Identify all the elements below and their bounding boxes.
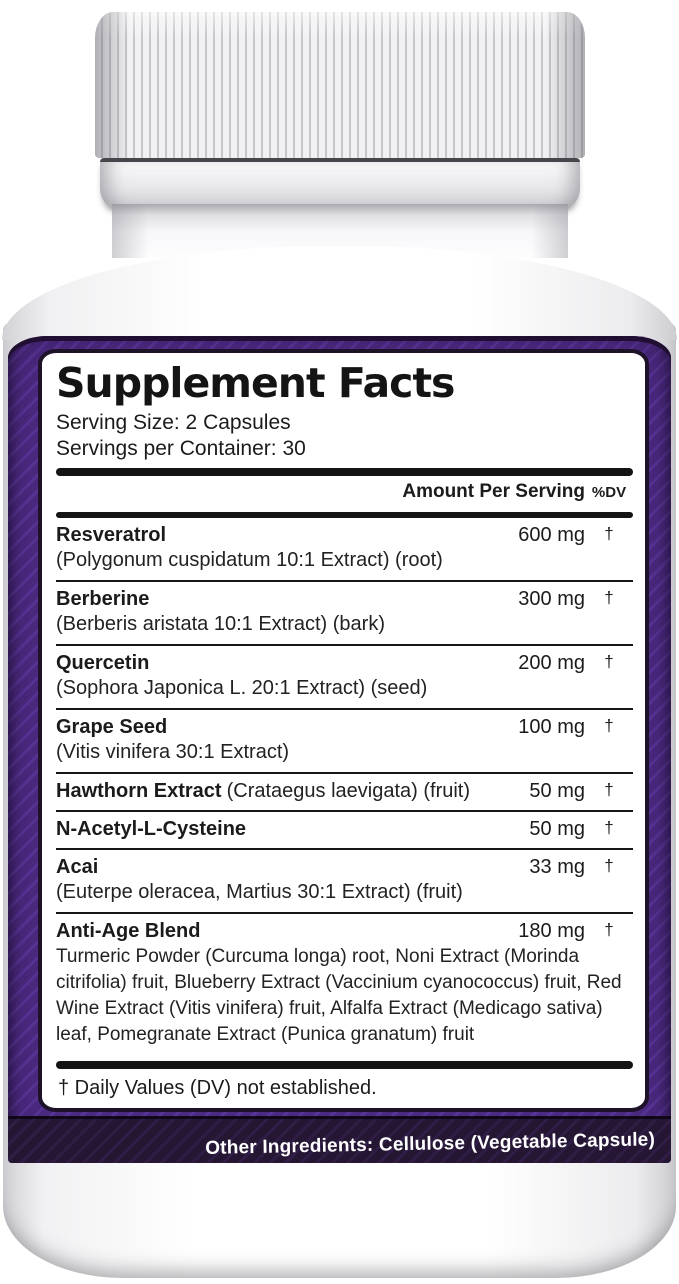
ingredient-detail: (Vitis vinifera 30:1 Extract): [56, 741, 290, 764]
dv-mark: †: [604, 780, 614, 800]
dv-mark: †: [604, 652, 614, 672]
ingredient-detail: (Polygonum cuspidatum 10:1 Extract) (root): [56, 549, 443, 572]
ingredient-amount: 100 mg: [518, 716, 585, 739]
ingredient-row-nac: [56, 810, 633, 848]
ingredient-amount: 50 mg: [529, 818, 585, 841]
servings-per-container: Servings per Container: 30: [56, 437, 306, 461]
ingredient-detail: (Berberis aristata 10:1 Extract) (bark): [56, 613, 385, 636]
ingredient-row-acai: [56, 848, 633, 912]
ingredient-row-hawthorn: [56, 772, 633, 810]
dv-mark: †: [604, 524, 614, 544]
ingredient-amount: 300 mg: [518, 588, 585, 611]
ingredient-amount: 33 mg: [529, 856, 585, 879]
dv-footnote: † Daily Values (DV) not established.: [58, 1077, 377, 1100]
ingredient-name: Hawthorn Extract: [56, 780, 222, 803]
ingredient-amount: 180 mg: [518, 920, 585, 943]
ingredient-name: Quercetin: [56, 652, 150, 675]
other-ingredients-band: [8, 1116, 671, 1163]
ingredient-amount: 50 mg: [529, 780, 585, 803]
ingredient-name: Berberine: [56, 588, 150, 611]
amount-per-serving-header: Amount Per Serving: [402, 481, 585, 503]
bottle-cap-rim: [100, 158, 580, 208]
thick-rule: [56, 468, 633, 476]
ingredient-name: Anti-Age Blend: [56, 920, 201, 943]
ingredient-rows: [56, 518, 633, 1055]
ingredient-row-grape-seed: [56, 708, 633, 772]
ingredient-detail: (Crataegus laevigata) (fruit): [226, 780, 471, 803]
dv-mark: †: [604, 920, 614, 940]
supplement-facts-panel: [38, 349, 649, 1112]
ingredient-row-berberine: [56, 580, 633, 644]
ingredient-name: Grape Seed: [56, 716, 168, 739]
ingredient-row-quercetin: [56, 644, 633, 708]
ingredient-row-resveratrol: [56, 518, 633, 580]
ingredient-detail: (Sophora Japonica L. 20:1 Extract) (seed): [56, 677, 428, 700]
product-label: [8, 336, 671, 1163]
serving-size: Serving Size: 2 Capsules: [56, 411, 291, 435]
ingredient-name: Acai: [56, 856, 99, 879]
ingredient-name: Resveratrol: [56, 524, 167, 547]
other-ingredients-text: Other Ingredients: Cellulose (Vegetable Capsule): [205, 1129, 656, 1159]
ingredient-amount: 600 mg: [518, 524, 585, 547]
facts-title: Supplement Facts: [56, 359, 455, 407]
bottle-shoulder: [2, 246, 677, 340]
thick-rule: [56, 1061, 633, 1069]
bottle-cap: [95, 12, 585, 158]
column-header: [56, 476, 633, 506]
ingredient-amount: 200 mg: [518, 652, 585, 675]
ingredient-detail: (Euterpe oleracea, Martius 30:1 Extract) (fruit): [56, 881, 463, 904]
dv-mark: †: [604, 818, 614, 838]
dv-mark: †: [604, 588, 614, 608]
ingredient-row-anti-age-blend: [56, 912, 633, 1055]
dv-mark: †: [604, 716, 614, 736]
dv-mark: †: [604, 856, 614, 876]
dv-header: %DV: [591, 484, 627, 502]
blend-ingredient-list: Turmeric Powder (Curcuma longa) root, Noni Extract (Morinda citrifolia) fruit, Blueberry Extract (Vaccinium cyanococcus) fruit, Red Wine Extract (Vitis vinifera) fruit, Alfalfa Extract (Medicago sativa) leaf, Pomegranate Extract (Punica granatum) fruit: [56, 946, 622, 1046]
ingredient-name: N-Acetyl-L-Cysteine: [56, 818, 247, 841]
